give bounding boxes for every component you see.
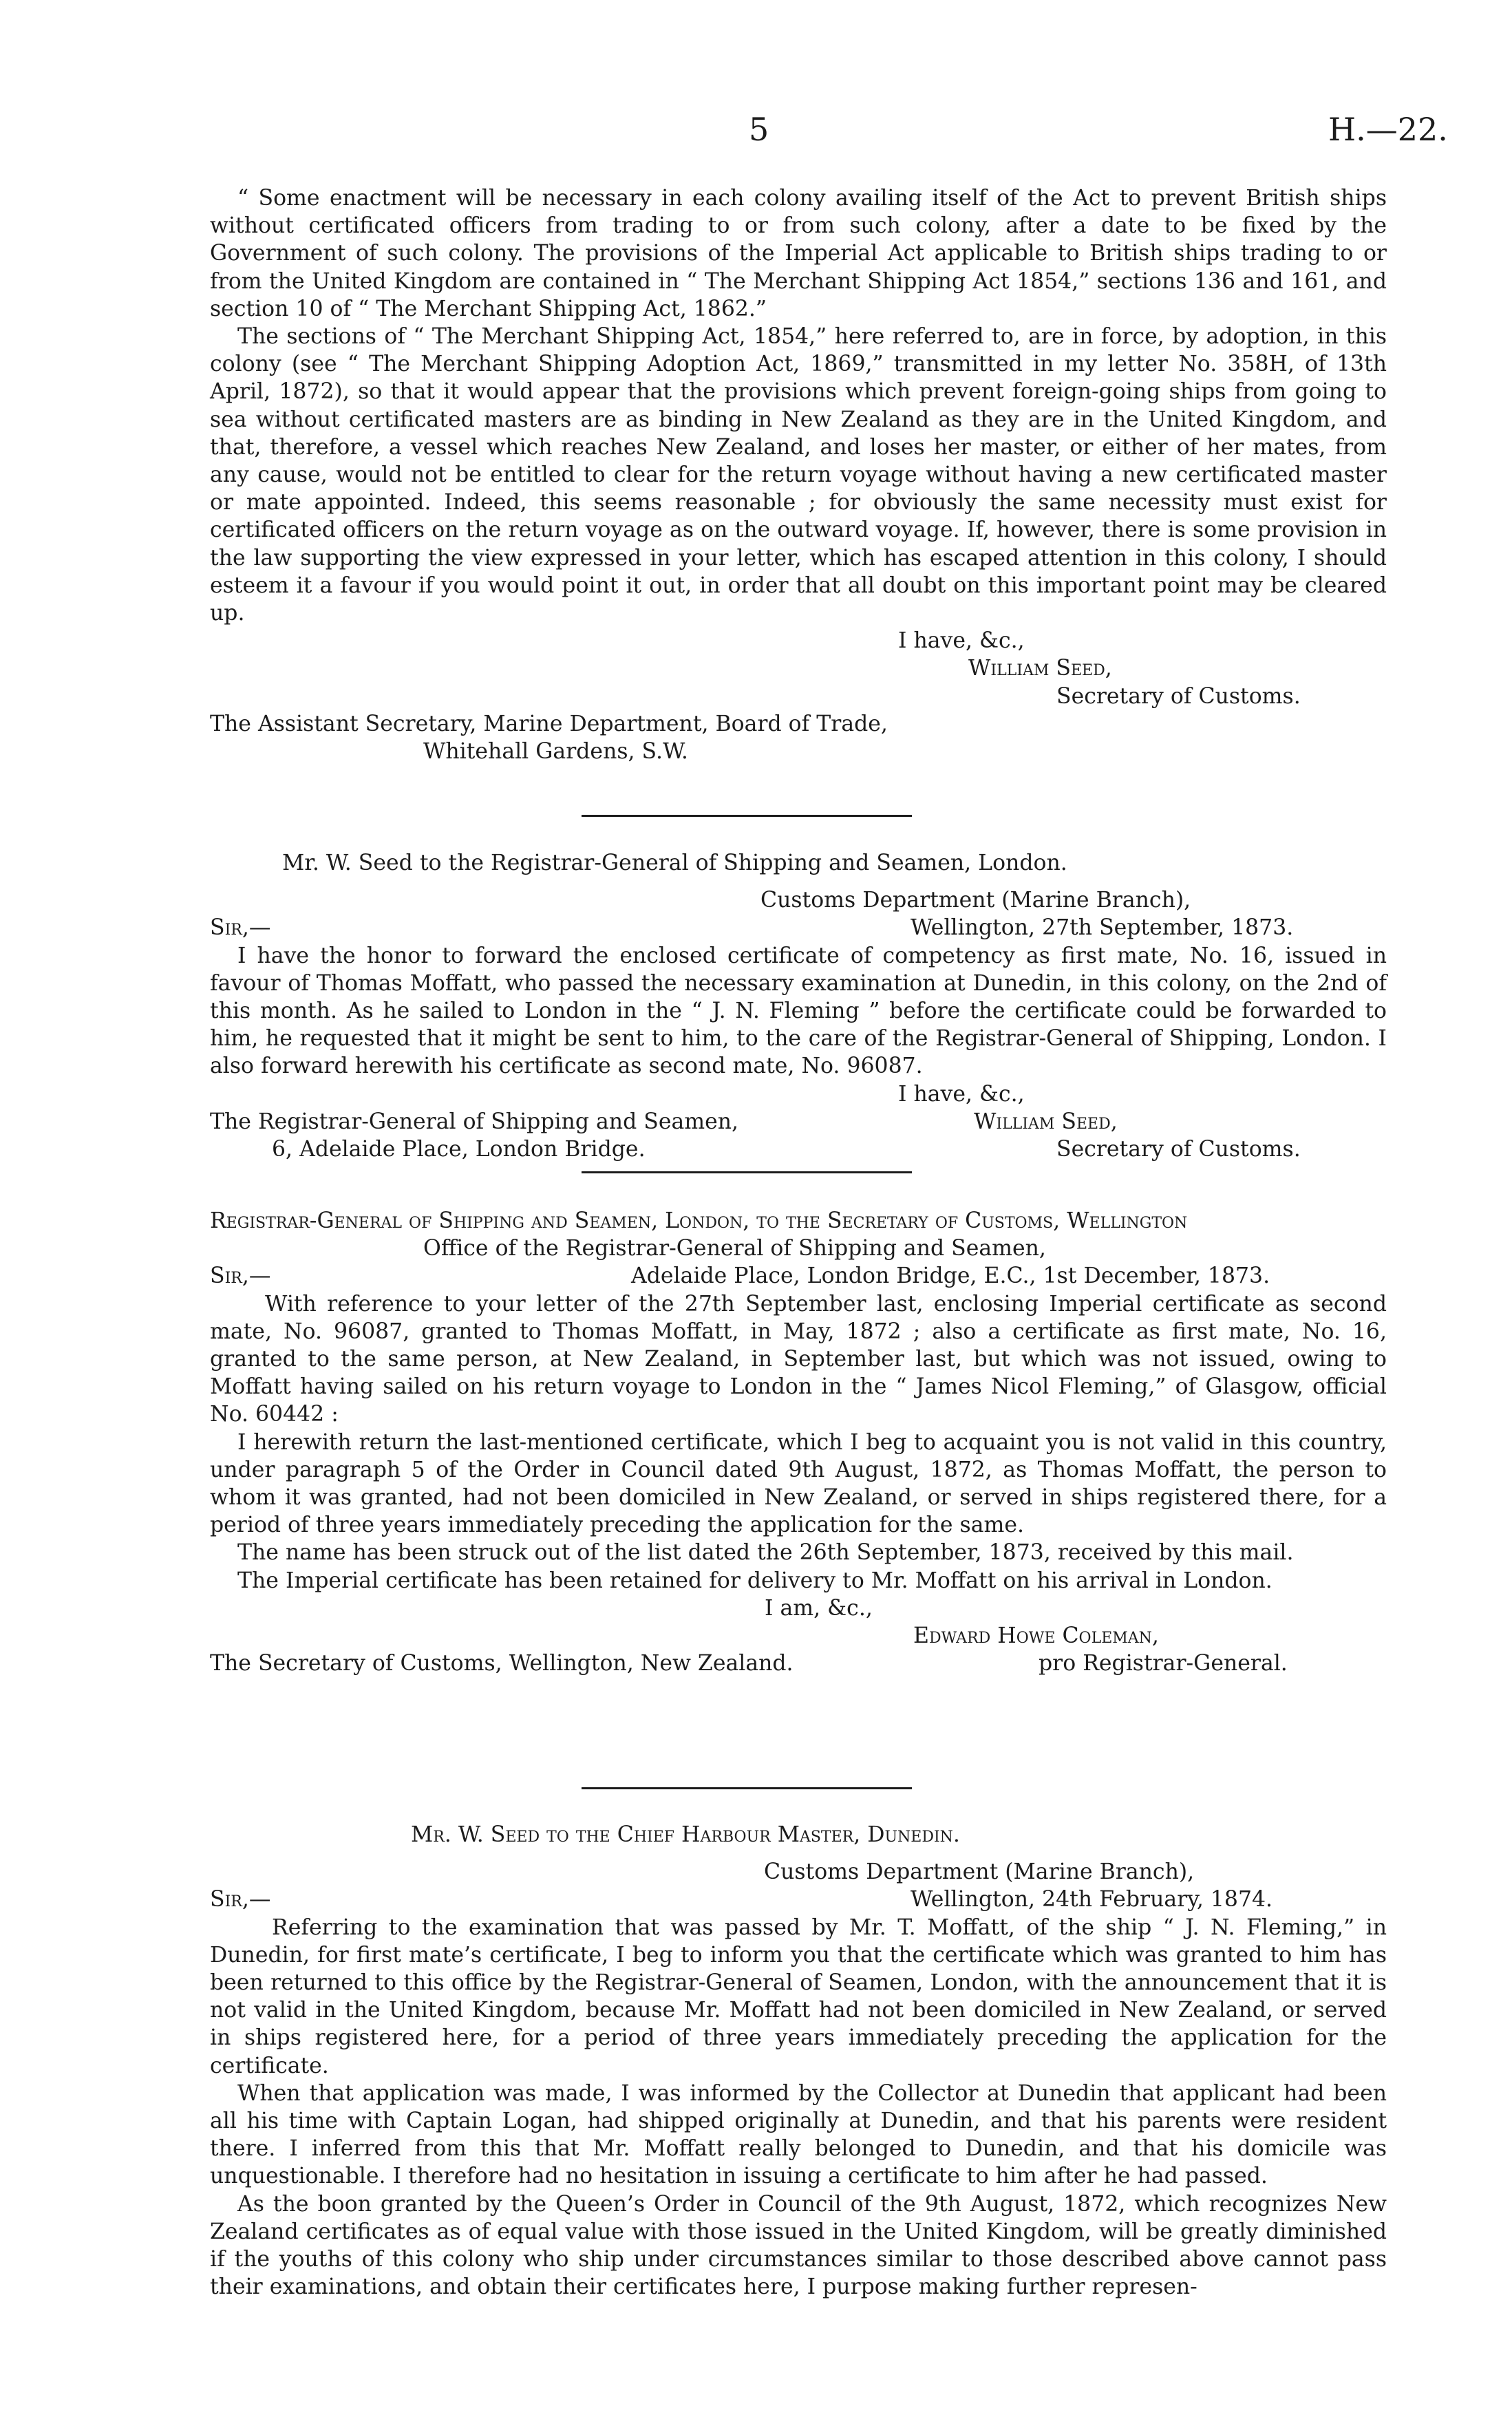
letter-2	[210, 849, 1387, 1163]
paragraph: As the boon granted by the Queen’s Order in Council of the 9th August, 1872, which recognizes New Zealand certificates as of equal value with those issued in the United Kingdom, will be greatly diminished if the youths of this colony who ship under circumstances similar to those described above cannot pass their examinations, and obtain their certificates here, I purpose making further represen-	[210, 2191, 1387, 2300]
document-id: H.—22.	[1328, 111, 1448, 148]
letter-title: Mr. W. Seed to the Chief Harbour Master, Dunedin.	[411, 1822, 960, 1847]
letter-title: Mr. W. Seed to the Registrar-General of Shipping and Seamen, London.	[282, 851, 1067, 875]
signer-title: pro Registrar-General.	[1039, 1651, 1288, 1676]
addressee-line: The Secretary of Customs, Wellington, New Zealand.	[210, 1651, 794, 1676]
letter-title: Registrar-General of Shipping and Seamen, London, to the Secretary of Customs, Wellington	[210, 1208, 1188, 1233]
addressee-line: The Registrar-General of Shipping and Seamen,	[210, 1109, 739, 1134]
signer-name: William Seed,	[974, 1109, 1118, 1134]
origin: Customs Department (Marine Branch),	[764, 1859, 1195, 1885]
letter-continuation	[210, 184, 1387, 765]
letter-date: Wellington, 24th February, 1874.	[911, 1887, 1273, 1912]
page-number: 5	[749, 111, 769, 148]
origin: Office of the Registrar-General of Shipping and Seamen,	[423, 1236, 1046, 1261]
paragraph: I have the honor to forward the enclosed certificate of competency as first mate, No. 16, issued in favour of Thomas Moffatt, who passed the necessary examination at Dunedin, in this colony, on the 2nd of this month. As he sailed to London in the “ J. N. Fleming ” before the certificate could be forwarded to him, he requested that it might be sent to him, to the care of the Registrar-General of Shipping, London. I also forward herewith his certificate as second mate, No. 96087.	[210, 943, 1387, 1079]
origin: Customs Department (Marine Branch),	[760, 888, 1191, 913]
paragraph: I herewith return the last-mentioned certificate, which I beg to acquaint you is not valid in this country, under paragraph 5 of the Order in Council dated 9th August, 1872, as Thomas Moffatt, the person to whom it was granted, had not been domiciled in New Zealand, or served in ships registered there, for a period of three years immediately preceding the application for the same.	[210, 1429, 1387, 1538]
salutation: Sir,—	[210, 915, 271, 941]
salutation: Sir,—	[210, 1264, 271, 1289]
closing-line	[210, 627, 1387, 654]
paragraph: With reference to your letter of the 27th September last, enclosing Imperial certificate as second mate, No. 96087, granted to Thomas Moffatt, in May, 1872 ; also a certificate as first mate, No. 16, granted to the same person, at New Zealand, in September last, but which was not issued, owing to Moffatt having sailed on his return voyage to London in the “ James Nicol Fleming,” of Glasgow, official No. 60442 :	[210, 1291, 1387, 1427]
addressee-line: Whitehall Gardens, S.W.	[423, 739, 688, 764]
paragraph: The sections of “ The Merchant Shipping Act, 1854,” here referred to, are in force, by adoption, in this colony (see “ The Merchant Shipping Adoption Act, 1869,” transmitted in my letter No. 358H, of 13th April, 1872), so that it would appear that the provisions which prevent foreign-going ships from going to sea without certificated masters are as binding in New Zealand as they are in the United Kingdom, and that, therefore, a vessel which reaches New Zealand, and loses her master, or either of her mates, from any cause, would not be entitled to clear for the return voyage without having a new certificated master or mate appointed. Indeed, this seems reasonable ; for obviously the same necessity must exist for certificated officers on the return voyage as on the outward voyage. If, however, there is some provision in the law supporting the view expressed in your letter, which has escaped attention in this colony, I should esteem it a favour if you would point it out, in order that all doubt on this important point may be cleared up.	[210, 324, 1387, 626]
section-divider	[582, 815, 912, 817]
paragraph: Referring to the examination that was passed by Mr. T. Moffatt, of the ship “ J. N. Fleming,” in Dunedin, for first mate’s certificate, I beg to inform you that the certificate which was granted to him has been returned to this office by the Registrar-General of Seamen, London, with the announcement that it is not valid in the United Kingdom, because Mr. Moffatt had not been domiciled in New Zealand, or served in ships registered here, for a period of three years immediately preceding the application for the certificate.	[210, 1915, 1387, 2078]
letter-date: Wellington, 27th September, 1873.	[911, 915, 1294, 941]
letter-3	[210, 1207, 1387, 1677]
signer-name: William Seed,	[968, 656, 1112, 681]
paragraph: When that application was made, I was informed by the Collector at Dunedin that applicant had been all his time with Captain Logan, had shipped originally at Dunedin, and that his parents were resident there. I inferred from this that Mr. Moffatt really belonged to Dunedin, and that his domicile was unquestionable. I therefore had no hesitation in issuing a certificate to him after he had passed.	[210, 2080, 1387, 2189]
paragraph: The Imperial certificate has been retained for delivery to Mr. Moffatt on his arrival in London.	[237, 1568, 1273, 1593]
signer-title: Secretary of Customs.	[1056, 1136, 1301, 1162]
closing: I have, &c.,	[898, 628, 1025, 654]
signer-title: Secretary of Customs.	[1056, 683, 1301, 709]
section-divider	[582, 1787, 912, 1789]
closing: I have, &c.,	[898, 1081, 1025, 1107]
paragraph: The name has been struck out of the list dated the 26th September, 1873, received by this mail.	[237, 1540, 1294, 1566]
letter-date: Adelaide Place, London Bridge, E.C., 1st December, 1873.	[631, 1264, 1270, 1289]
closing: I am, &c.,	[765, 1595, 873, 1621]
section-divider	[582, 1171, 912, 1173]
addressee-line: The Assistant Secretary, Marine Department, Board of Trade,	[210, 711, 888, 736]
signer-name: Edward Howe Coleman,	[913, 1623, 1159, 1648]
paragraph: “ Some enactment will be necessary in each colony availing itself of the Act to prevent British ships without certificated officers from trading to or from such colony, after a date to be fixed by the Government of such colony. The provisions of the Imperial Act applicable to British ships trading to or from the United Kingdom are contained in “ The Merchant Shipping Act 1854,” sections 136 and 161, and section 10 of “ The Merchant Shipping Act, 1862.”	[210, 186, 1387, 321]
letter-4	[210, 1821, 1387, 2301]
addressee-line: 6, Adelaide Place, London Bridge.	[272, 1136, 646, 1162]
salutation: Sir,—	[210, 1887, 271, 1912]
